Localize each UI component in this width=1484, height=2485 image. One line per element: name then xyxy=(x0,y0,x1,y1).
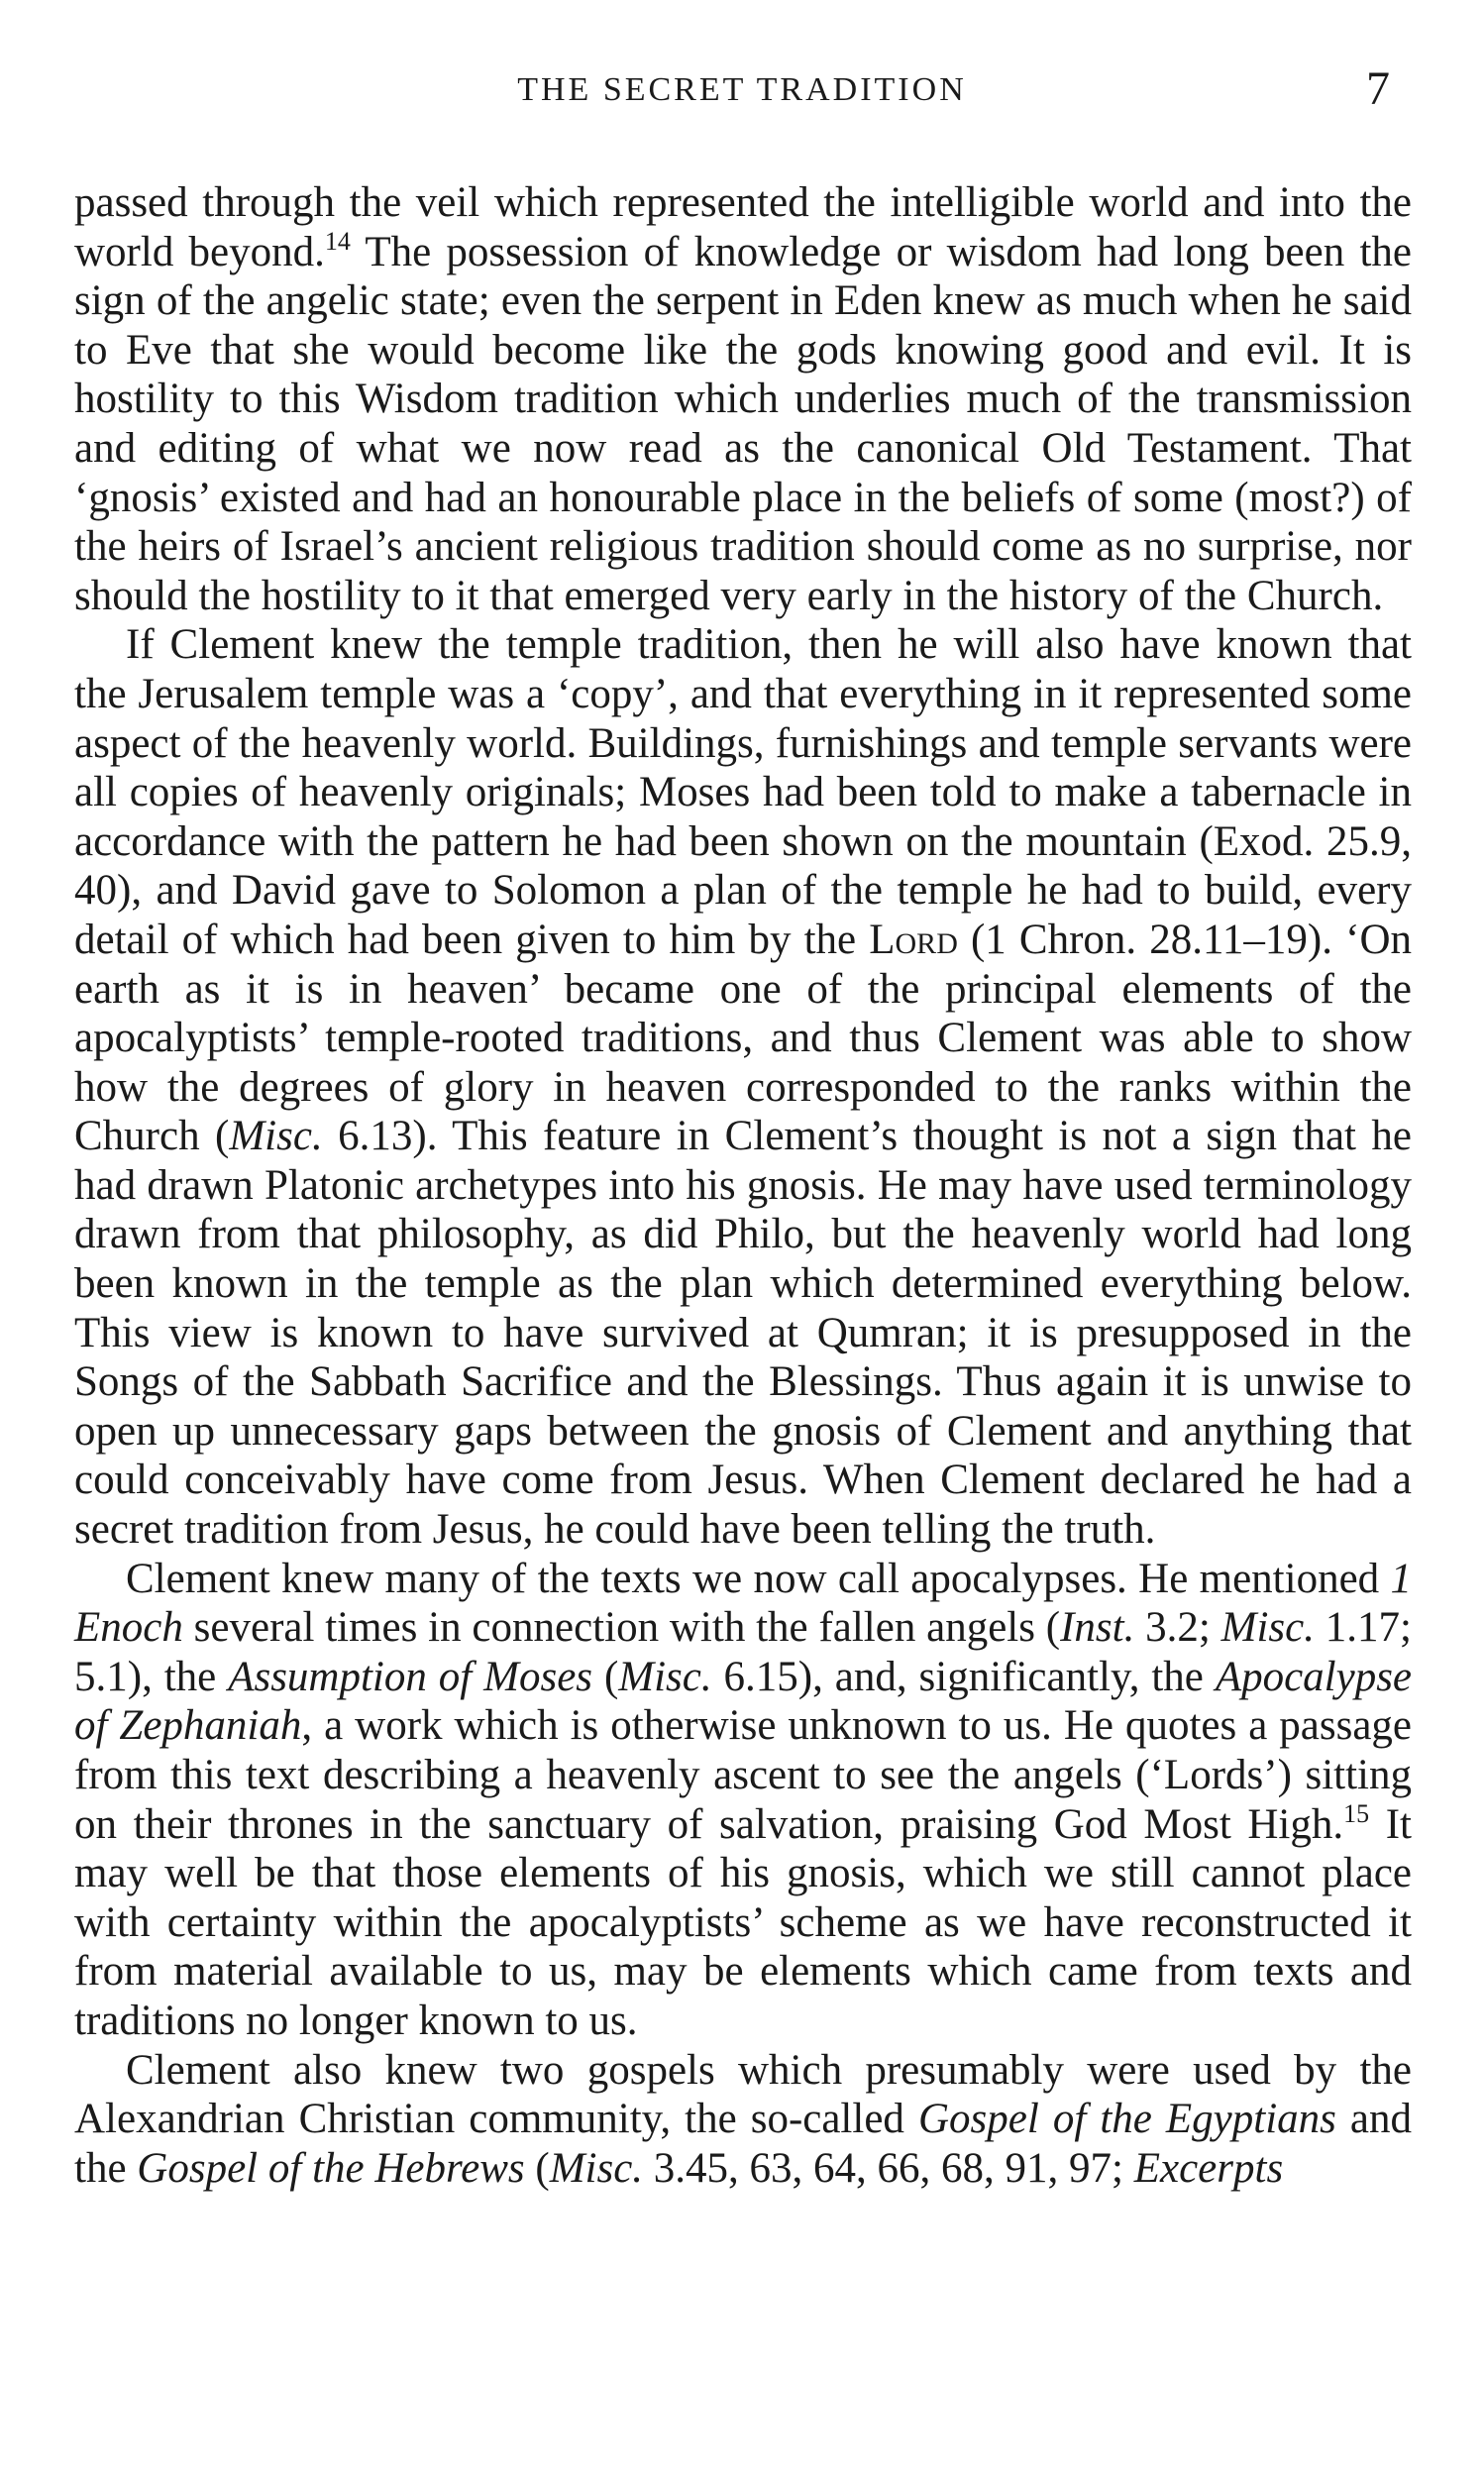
italic-text: Misc. xyxy=(549,2144,644,2192)
italic-text: Misc. xyxy=(1220,1604,1315,1652)
page-number: 7 xyxy=(1366,62,1390,115)
italic-text: Gospel of the Hebrews xyxy=(137,2144,525,2192)
italic-text: Inst. xyxy=(1060,1604,1135,1652)
running-title: THE SECRET TRADITION xyxy=(517,71,967,108)
paragraph xyxy=(74,1555,1412,2046)
text-run: ( xyxy=(592,1653,619,1700)
text-run: The possession of knowledge or wisdom had long been the sign of the angelic state; even the serpent in Eden knew as much when he said to Eve that she would become like the gods knowing good and evil. It is hostility to this Wisdom tradition which underlies much of the transmission and editing of what we now read as the canonical Old Testament. That ‘gnosis’ existed and had an honourable place in the beliefs of some (most?) of the heirs of Israel’s ancient religious tradition should come as no surprise, nor should the hostility to it that emerged very early in the history of the Church. xyxy=(74,228,1412,619)
text-run: (1 Chron. 28.11–19). ‘On earth as it is in heaven’ became one of the principal elements of the apocalyptists’ temple-rooted traditions, and thus Clement was able to show how the degrees of glory in heaven corresponded to the ranks within the Church ( xyxy=(74,916,1412,1160)
footnote-ref: 15 xyxy=(1343,1798,1370,1828)
running-head xyxy=(74,61,1410,121)
paragraph xyxy=(74,620,1412,1554)
text-run: 1.17; 5.1), the xyxy=(74,1604,1412,1700)
text-run: 3.2; xyxy=(1134,1604,1221,1652)
text-run: 6.15), and, significantly, the xyxy=(711,1653,1216,1700)
footnote-ref: 14 xyxy=(324,226,351,256)
body-text xyxy=(74,178,1412,2193)
italic-text: Excerpts xyxy=(1133,2144,1284,2192)
small-caps-text: Lord xyxy=(869,916,958,963)
paragraph xyxy=(74,2046,1412,2194)
text-run: 6.13). This feature in Clement’s thought is not a sign that he had drawn Platonic archetypes into his gnosis. He may have used terminology drawn from that philosophy, as did Philo, but the heavenly world had long been known in the temple as the plan which determined everything below. This view is known to have survived at Qumran; it is presupposed in the Songs of the Sabbath Sacrifice and the Blessings. Thus again it is unwise to open up unnecessary gaps between the gnosis of Clement and anything that could conceivably have come from Jesus. When Clement declared he had a secret tradition from Jesus, he could have been telling the truth. xyxy=(74,1113,1412,1554)
text-run: , a work which is otherwise unknown to us. He quotes a passage from this text describing a heavenly ascent to see the angels (‘Lords’) sitting on their thrones in the sanctuary of salvation, praising God Most High. xyxy=(74,1702,1412,1848)
italic-text: Gospel of the Egyptians xyxy=(917,2096,1336,2143)
text-run: Clement also knew two gospels which presumably were used by the Alexandrian Christian community, the so-called xyxy=(74,2046,1412,2143)
italic-text: Misc. xyxy=(229,1113,323,1160)
text-run: Clement knew many of the texts we now call apocalypses. He mentioned xyxy=(126,1555,1391,1602)
text-run: If Clement knew the temple tradition, then he will also have known that the Jerusalem temple was a ‘copy’, and that everything in it represented some aspect of the heavenly world. Buildings, furnishings and temple servants were all copies of heavenly originals; Moses had been told to make a tabernacle in accordance with the pattern he had been shown on the mountain (Exod. 25.9, 40), and David gave to Solomon a plan of the temple he had to build, every detail of which had been given to him by the xyxy=(74,621,1412,963)
italic-text: Apocalypse of Zephaniah xyxy=(74,1653,1413,1750)
text-run: It may well be that those elements of his gnosis, which we still cannot place with certainty within the apocalyptists’ scheme as we have reconstructed it from material available to us, may be elements which came from texts and traditions no longer known to us. xyxy=(74,1800,1412,2044)
text-run: 3.45, 63, 64, 66, 68, 91, 97; xyxy=(643,2144,1134,2192)
text-run: several times in connection with the fallen angels ( xyxy=(182,1604,1061,1652)
text-run: passed through the veil which represented the intelligible world and into the world beyond. xyxy=(74,179,1412,275)
italic-text: Assumption of Moses xyxy=(228,1653,593,1700)
paragraph xyxy=(74,178,1412,620)
text-run: and the xyxy=(74,2096,1413,2192)
text-run: ( xyxy=(524,2144,550,2192)
italic-text: Misc. xyxy=(618,1653,712,1700)
italic-text: 1 Enoch xyxy=(74,1555,1412,1652)
